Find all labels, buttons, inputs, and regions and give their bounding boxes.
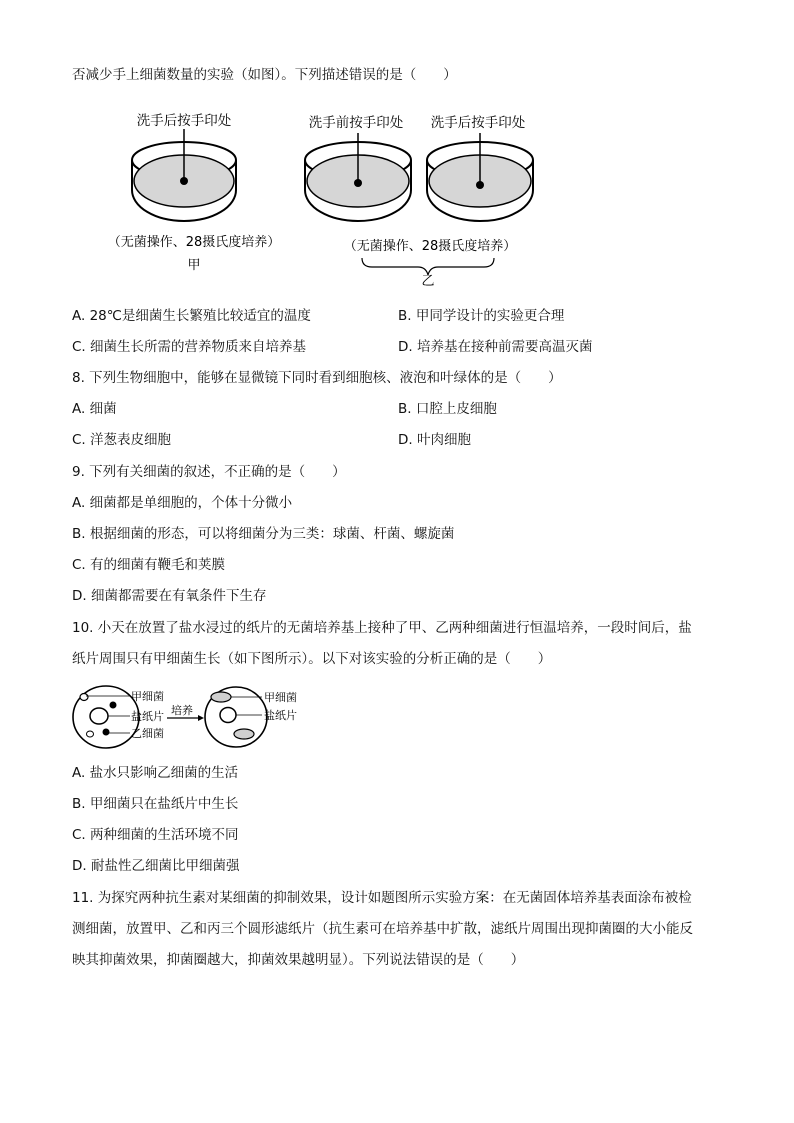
q7-option-b: B. 甲同学设计的实验更合理: [398, 308, 565, 324]
yi-label-before: 洗手前按手印处: [308, 115, 404, 131]
q9-option-d: D. 细菌都需要在有氧条件下生存: [72, 588, 267, 604]
q10-option-a: A. 盐水只影响乙细菌的生活: [72, 765, 239, 781]
q7-option-d: D. 培养基在接种前需要高温灭菌: [398, 339, 593, 355]
q10-option-c: C. 两种细菌的生活环境不同: [72, 827, 239, 843]
q10-option-b: B. 甲细菌只在盐纸片中生长: [72, 796, 239, 812]
q9-option-b: B. 根据细菌的形态，可以将细菌分为三类：球菌、杆菌、螺旋菌: [72, 526, 455, 542]
q8-option-b: B. 口腔上皮细胞: [398, 401, 497, 417]
q9-stem: 9. 下列有关细菌的叙述，不正确的是（ ）: [72, 464, 346, 480]
left-jia-label: 甲细菌: [131, 690, 164, 703]
q11-stem-line3: 映其抑菌效果，抑菌圈越大，抑菌效果越明显）。下列说法错误的是（ ）: [72, 952, 525, 968]
left-yi-label: 乙细菌: [131, 727, 164, 740]
q8-stem: 8. 下列生物细胞中，能够在显微镜下同时看到细胞核、液泡和叶绿体的是（ ）: [72, 370, 562, 386]
q11-stem-line1: 11. 为探究两种抗生素对某细菌的抑制效果，设计如题图所示实验方案：在无菌固体培养基表面涂布被检: [72, 890, 692, 906]
q7-stem-tail: 否减少手上细菌数量的实验（如图）。下列描述错误的是（ ）: [72, 67, 457, 83]
dish-jia: [132, 129, 236, 221]
q10-stem-line2: 纸片周围只有甲细菌生长（如下图所示）。以下对该实验的分析正确的是（ ）: [72, 651, 552, 667]
dish-yi-before: [305, 133, 411, 221]
dish-yi-after: [427, 133, 533, 221]
jia-caption: （无菌操作、28摄氏度培养）: [107, 235, 281, 250]
q7-option-c: C. 细菌生长所需的营养物质来自培养基: [72, 339, 307, 355]
arrow-label: 培养: [171, 704, 193, 717]
jia-label: 洗手后按手印处: [136, 113, 232, 129]
q9-option-c: C. 有的细菌有鞭毛和荚膜: [72, 557, 226, 573]
q10-culture-figure: [70, 682, 320, 752]
q10-option-d: D. 耐盐性乙细菌比甲细菌强: [72, 858, 240, 874]
right-jia-label: 甲细菌: [264, 691, 297, 704]
q7-petri-figure: [100, 105, 560, 290]
yi-brace: [362, 258, 494, 275]
left-salt-label: 盐纸片: [131, 710, 164, 723]
right-salt-label: 盐纸片: [264, 709, 297, 722]
q8-option-c: C. 洋葱表皮细胞: [72, 432, 172, 448]
q10-stem-line1: 10. 小天在放置了盐水浸过的纸片的无菌培养基上接种了甲、乙两种细菌进行恒温培养，一段时间后，盐: [72, 620, 692, 636]
q11-stem-line2: 测细菌，放置甲、乙和丙三个圆形滤纸片（抗生素可在培养基中扩散，滤纸片周围出现抑菌圈的大小能反: [72, 921, 693, 937]
q8-option-a: A. 细菌: [72, 401, 117, 417]
q9-option-a: A. 细菌都是单细胞的，个体十分微小: [72, 495, 293, 511]
yi-label-after: 洗手后按手印处: [430, 115, 526, 131]
yi-caption: （无菌操作、28摄氏度培养）: [343, 239, 517, 254]
yi-name: 乙: [421, 274, 435, 289]
q7-option-a: A. 28℃是细菌生长繁殖比较适宜的温度: [72, 308, 311, 324]
q8-option-d: D. 叶肉细胞: [398, 432, 471, 448]
jia-name: 甲: [187, 258, 201, 273]
